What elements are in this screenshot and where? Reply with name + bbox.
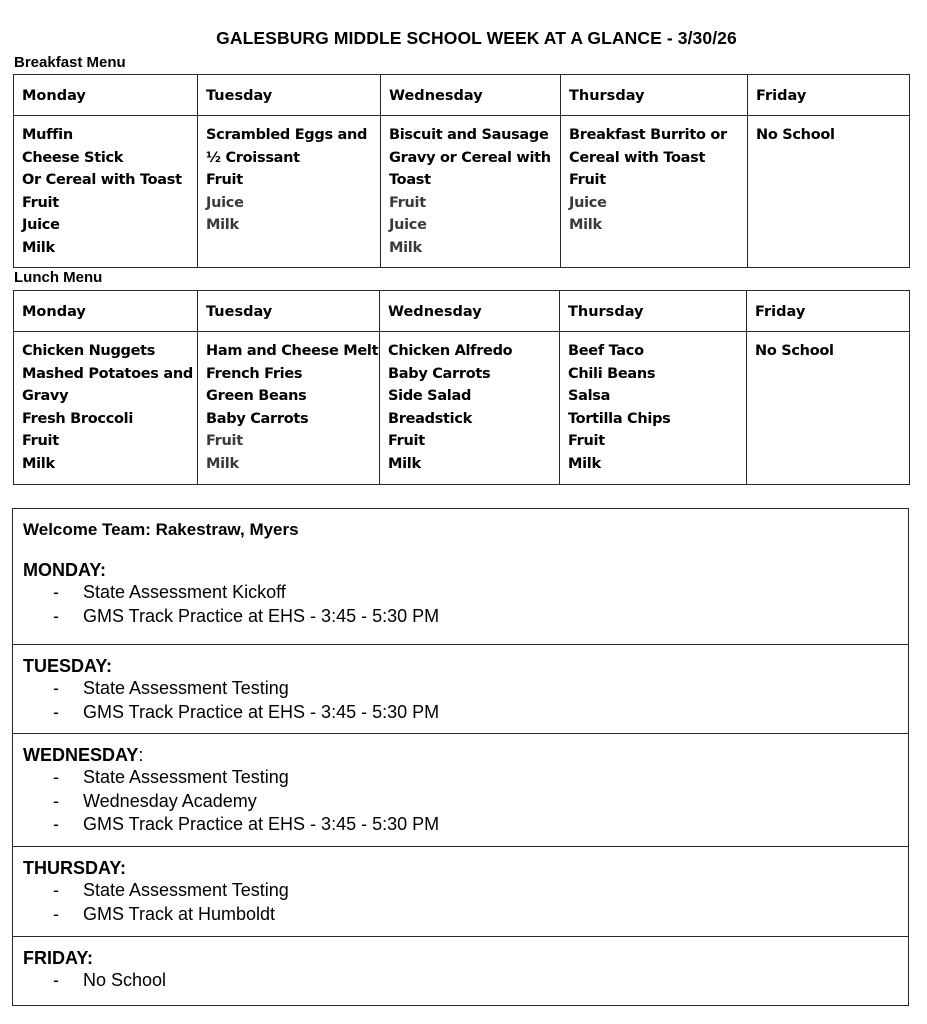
event-day-name: MONDAY <box>23 560 101 580</box>
menu-item: Toast <box>389 172 431 188</box>
menu-item: Milk <box>22 455 55 472</box>
breakfast-day-cell-thursday <box>561 116 748 268</box>
menu-item: Gravy or Cereal with <box>389 149 551 166</box>
event-item-text: State Assessment Testing <box>83 767 289 787</box>
menu-item: No School <box>756 127 835 143</box>
menu-item: Fruit <box>389 194 426 211</box>
event-list <box>23 879 908 926</box>
dash-bullet-icon: - <box>53 970 59 990</box>
event-day-friday <box>13 936 908 1005</box>
breakfast-header-row <box>14 75 910 116</box>
menu-item: Fruit <box>206 172 243 188</box>
event-item-text: No School <box>83 970 167 990</box>
dash-bullet-icon: - <box>53 880 59 900</box>
menu-item: Milk <box>389 239 422 256</box>
menu-item: Gravy <box>22 388 69 404</box>
menu-item: Salsa <box>568 388 611 404</box>
event-day-wednesday <box>13 733 908 846</box>
menu-item: Chicken Alfredo <box>388 343 513 359</box>
event-day-heading <box>23 937 908 969</box>
breakfast-day-header-thursday: Thursday <box>561 75 748 116</box>
menu-item: Juice <box>22 217 60 233</box>
lunch-menu-table <box>13 290 910 485</box>
menu-item: Tortilla Chips <box>568 410 671 427</box>
breakfast-day-header-monday: Monday <box>14 75 198 116</box>
dash-bullet-icon: - <box>53 790 59 811</box>
event-day-heading <box>23 734 908 766</box>
breakfast-menu-table <box>13 74 910 268</box>
menu-item: Milk <box>206 217 239 233</box>
menu-item: Fruit <box>206 433 243 449</box>
event-day-tuesday <box>13 644 908 733</box>
lunch-day-cell-thursday <box>560 332 747 485</box>
menu-item: Scrambled Eggs and <box>206 127 368 143</box>
event-item <box>23 701 908 725</box>
event-day-colon: : <box>100 560 107 580</box>
event-day-colon: : <box>120 858 127 878</box>
event-day-name: TUESDAY <box>23 656 107 676</box>
menu-item: Side Salad <box>388 388 472 404</box>
menu-item: Muffin <box>22 127 73 143</box>
event-item-text: GMS Track Practice at EHS - 3:45 - 5:30 PM <box>83 605 440 626</box>
menu-item: Milk <box>568 455 601 472</box>
dash-bullet-icon: - <box>53 582 59 602</box>
menu-item: Milk <box>206 455 239 472</box>
menu-item: Fruit <box>388 433 425 449</box>
lunch-day-header-friday: Friday <box>747 291 910 332</box>
breakfast-day-header-tuesday: Tuesday <box>198 75 381 116</box>
menu-item: Juice <box>569 194 607 211</box>
event-day-name: THURSDAY <box>23 858 121 878</box>
welcome-team: Welcome Team: Rakestraw, Myers <box>23 520 299 539</box>
page-title: GALESBURG MIDDLE SCHOOL WEEK AT A GLANCE - 3/30/26 <box>216 28 737 48</box>
lunch-day-cell-monday <box>14 332 198 485</box>
event-item-text: Wednesday Academy <box>83 790 257 811</box>
menu-item: Breakfast Burrito or <box>569 127 727 143</box>
lunch-header-row <box>14 291 910 332</box>
event-day-colon: : <box>138 745 144 765</box>
menu-item: Mashed Potatoes and <box>22 365 193 382</box>
weekly-events-table <box>12 508 909 1006</box>
event-item <box>23 677 908 701</box>
breakfast-day-cell-friday <box>748 116 910 268</box>
event-item-text: State Assessment Testing <box>83 880 289 900</box>
menu-item: Or Cereal with Toast <box>22 172 182 188</box>
event-item <box>23 903 908 927</box>
menu-item: Biscuit and Sausage <box>389 127 549 143</box>
event-item-text: GMS Track Practice at EHS - 3:45 - 5:30 PM <box>83 701 440 722</box>
menu-item: Ham and Cheese Melt <box>206 343 379 359</box>
event-list <box>23 969 908 993</box>
lunch-day-header-monday: Monday <box>14 291 198 332</box>
menu-item: Chicken Nuggets <box>22 343 156 359</box>
menu-item: Chili Beans <box>568 365 656 382</box>
event-item-text: GMS Track at Humboldt <box>83 903 276 924</box>
lunch-day-header-thursday: Thursday <box>560 291 747 332</box>
event-list <box>23 581 908 628</box>
menu-item: Baby Carrots <box>388 365 491 382</box>
menu-item: Fruit <box>22 433 59 449</box>
menu-item: Green Beans <box>206 388 307 404</box>
menu-item: Milk <box>569 217 602 233</box>
event-item-text: GMS Track Practice at EHS - 3:45 - 5:30 PM <box>83 814 440 834</box>
breakfast-day-cell-monday <box>14 116 198 268</box>
event-day-heading <box>23 645 908 677</box>
event-day-name: WEDNESDAY <box>23 745 139 765</box>
event-item <box>23 790 908 814</box>
event-item <box>23 581 908 605</box>
event-item <box>23 879 908 903</box>
dash-bullet-icon: - <box>53 814 59 834</box>
menu-item: No School <box>755 343 834 359</box>
menu-item: Juice <box>389 217 427 233</box>
breakfast-day-header-wednesday: Wednesday <box>381 75 561 116</box>
menu-item: Fruit <box>569 172 606 188</box>
event-day-colon: : <box>106 656 113 676</box>
lunch-day-cell-friday <box>747 332 910 485</box>
menu-item: Baby Carrots <box>206 410 309 427</box>
event-item <box>23 766 908 790</box>
event-item <box>23 605 908 629</box>
event-day-colon: : <box>87 948 94 968</box>
menu-item: Fruit <box>22 194 59 211</box>
breakfast-menu-label: Breakfast Menu <box>14 54 126 71</box>
lunch-items-row <box>14 332 910 485</box>
breakfast-day-cell-tuesday <box>198 116 381 268</box>
dash-bullet-icon: - <box>53 678 59 698</box>
lunch-day-cell-wednesday <box>380 332 560 485</box>
event-item-text: State Assessment Testing <box>83 678 289 698</box>
menu-item: Fruit <box>568 433 605 449</box>
event-day-heading <box>23 847 908 879</box>
dash-bullet-icon: - <box>53 903 59 924</box>
lunch-day-header-tuesday: Tuesday <box>198 291 380 332</box>
menu-item: Milk <box>388 455 421 472</box>
menu-item: Juice <box>206 194 244 211</box>
event-item <box>23 813 908 837</box>
event-day-monday <box>13 549 908 644</box>
lunch-day-cell-tuesday <box>198 332 380 485</box>
event-day-thursday <box>13 846 908 936</box>
menu-item: ½ Croissant <box>206 149 300 166</box>
event-day-name: FRIDAY <box>23 948 88 968</box>
event-day-heading <box>23 549 908 581</box>
event-list <box>23 766 908 837</box>
menu-item: Cheese Stick <box>22 149 124 166</box>
lunch-menu-label: Lunch Menu <box>14 269 103 286</box>
event-item-text: State Assessment Kickoff <box>83 582 286 602</box>
breakfast-day-header-friday: Friday <box>748 75 910 116</box>
dash-bullet-icon: - <box>53 701 59 722</box>
menu-item: Breadstick <box>388 410 472 427</box>
menu-item: Cereal with Toast <box>569 149 706 166</box>
menu-item: French Fries <box>206 365 303 382</box>
event-list <box>23 677 908 724</box>
menu-item: Milk <box>22 239 55 256</box>
breakfast-items-row <box>14 116 910 268</box>
menu-item: Fresh Broccoli <box>22 410 134 427</box>
menu-item: Beef Taco <box>568 343 644 359</box>
event-item <box>23 969 908 993</box>
dash-bullet-icon: - <box>53 767 59 787</box>
breakfast-day-cell-wednesday <box>381 116 561 268</box>
dash-bullet-icon: - <box>53 605 59 626</box>
lunch-day-header-wednesday: Wednesday <box>380 291 560 332</box>
